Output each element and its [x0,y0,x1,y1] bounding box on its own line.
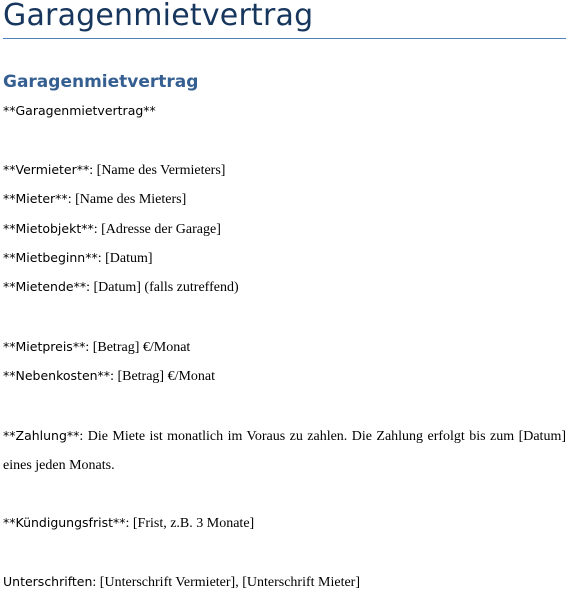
title-underline [3,38,566,39]
zahlung-key: **Zahlung** [3,428,80,443]
zahlung-value: : Die Miete ist monatlich im Voraus zu zahlen. Die Zahlung erfolgt bis zum [Datum] eines jeden Monats. [3,429,566,473]
kuendigungsfrist-key: **Kündigungsfrist** [3,515,126,530]
mietobjekt-key: **Mietobjekt** [3,221,94,236]
bold-title-text: **Garagenmietvertrag** [3,103,156,118]
mietende-key: **Mietende** [3,279,87,294]
mieter-line [3,190,186,209]
bold-title-line [3,102,156,121]
document-title: Garagenmietvertrag [3,0,314,33]
nebenkosten-line [3,367,215,386]
mietende-line [3,278,239,297]
unterschriften-line [3,573,360,592]
kuendigungsfrist-value: : [Frist, z.B. 3 Monate] [125,516,255,531]
unterschriften-key: Unterschriften [3,574,93,589]
mietpreis-key: **Mietpreis** [3,339,86,354]
vermieter-line [3,161,225,180]
mietpreis-value: : [Betrag] €/Monat [85,340,191,355]
kuendigungsfrist-line [3,514,254,533]
mietbeginn-value: : [Datum] [97,251,153,266]
mietbeginn-key: **Mietbeginn** [3,250,98,265]
mietobjekt-value: : [Adresse der Garage] [93,222,221,237]
mietobjekt-line [3,220,221,239]
zahlung-paragraph [3,421,566,480]
mietbeginn-line [3,249,153,268]
vermieter-key: **Vermieter** [3,162,90,177]
mieter-key: **Mieter** [3,191,68,206]
mietpreis-line [3,338,190,357]
section-heading: Garagenmietvertrag [3,72,199,92]
nebenkosten-key: **Nebenkosten** [3,368,111,383]
vermieter-value: : [Name des Vermieters] [89,163,226,178]
nebenkosten-value: : [Betrag] €/Monat [110,369,216,384]
mietende-value: : [Datum] (falls zutreffend) [86,280,239,295]
unterschriften-value: : [Unterschrift Vermieter], [Unterschrift Mieter] [92,575,361,590]
mieter-value: : [Name des Mieters] [67,192,187,207]
